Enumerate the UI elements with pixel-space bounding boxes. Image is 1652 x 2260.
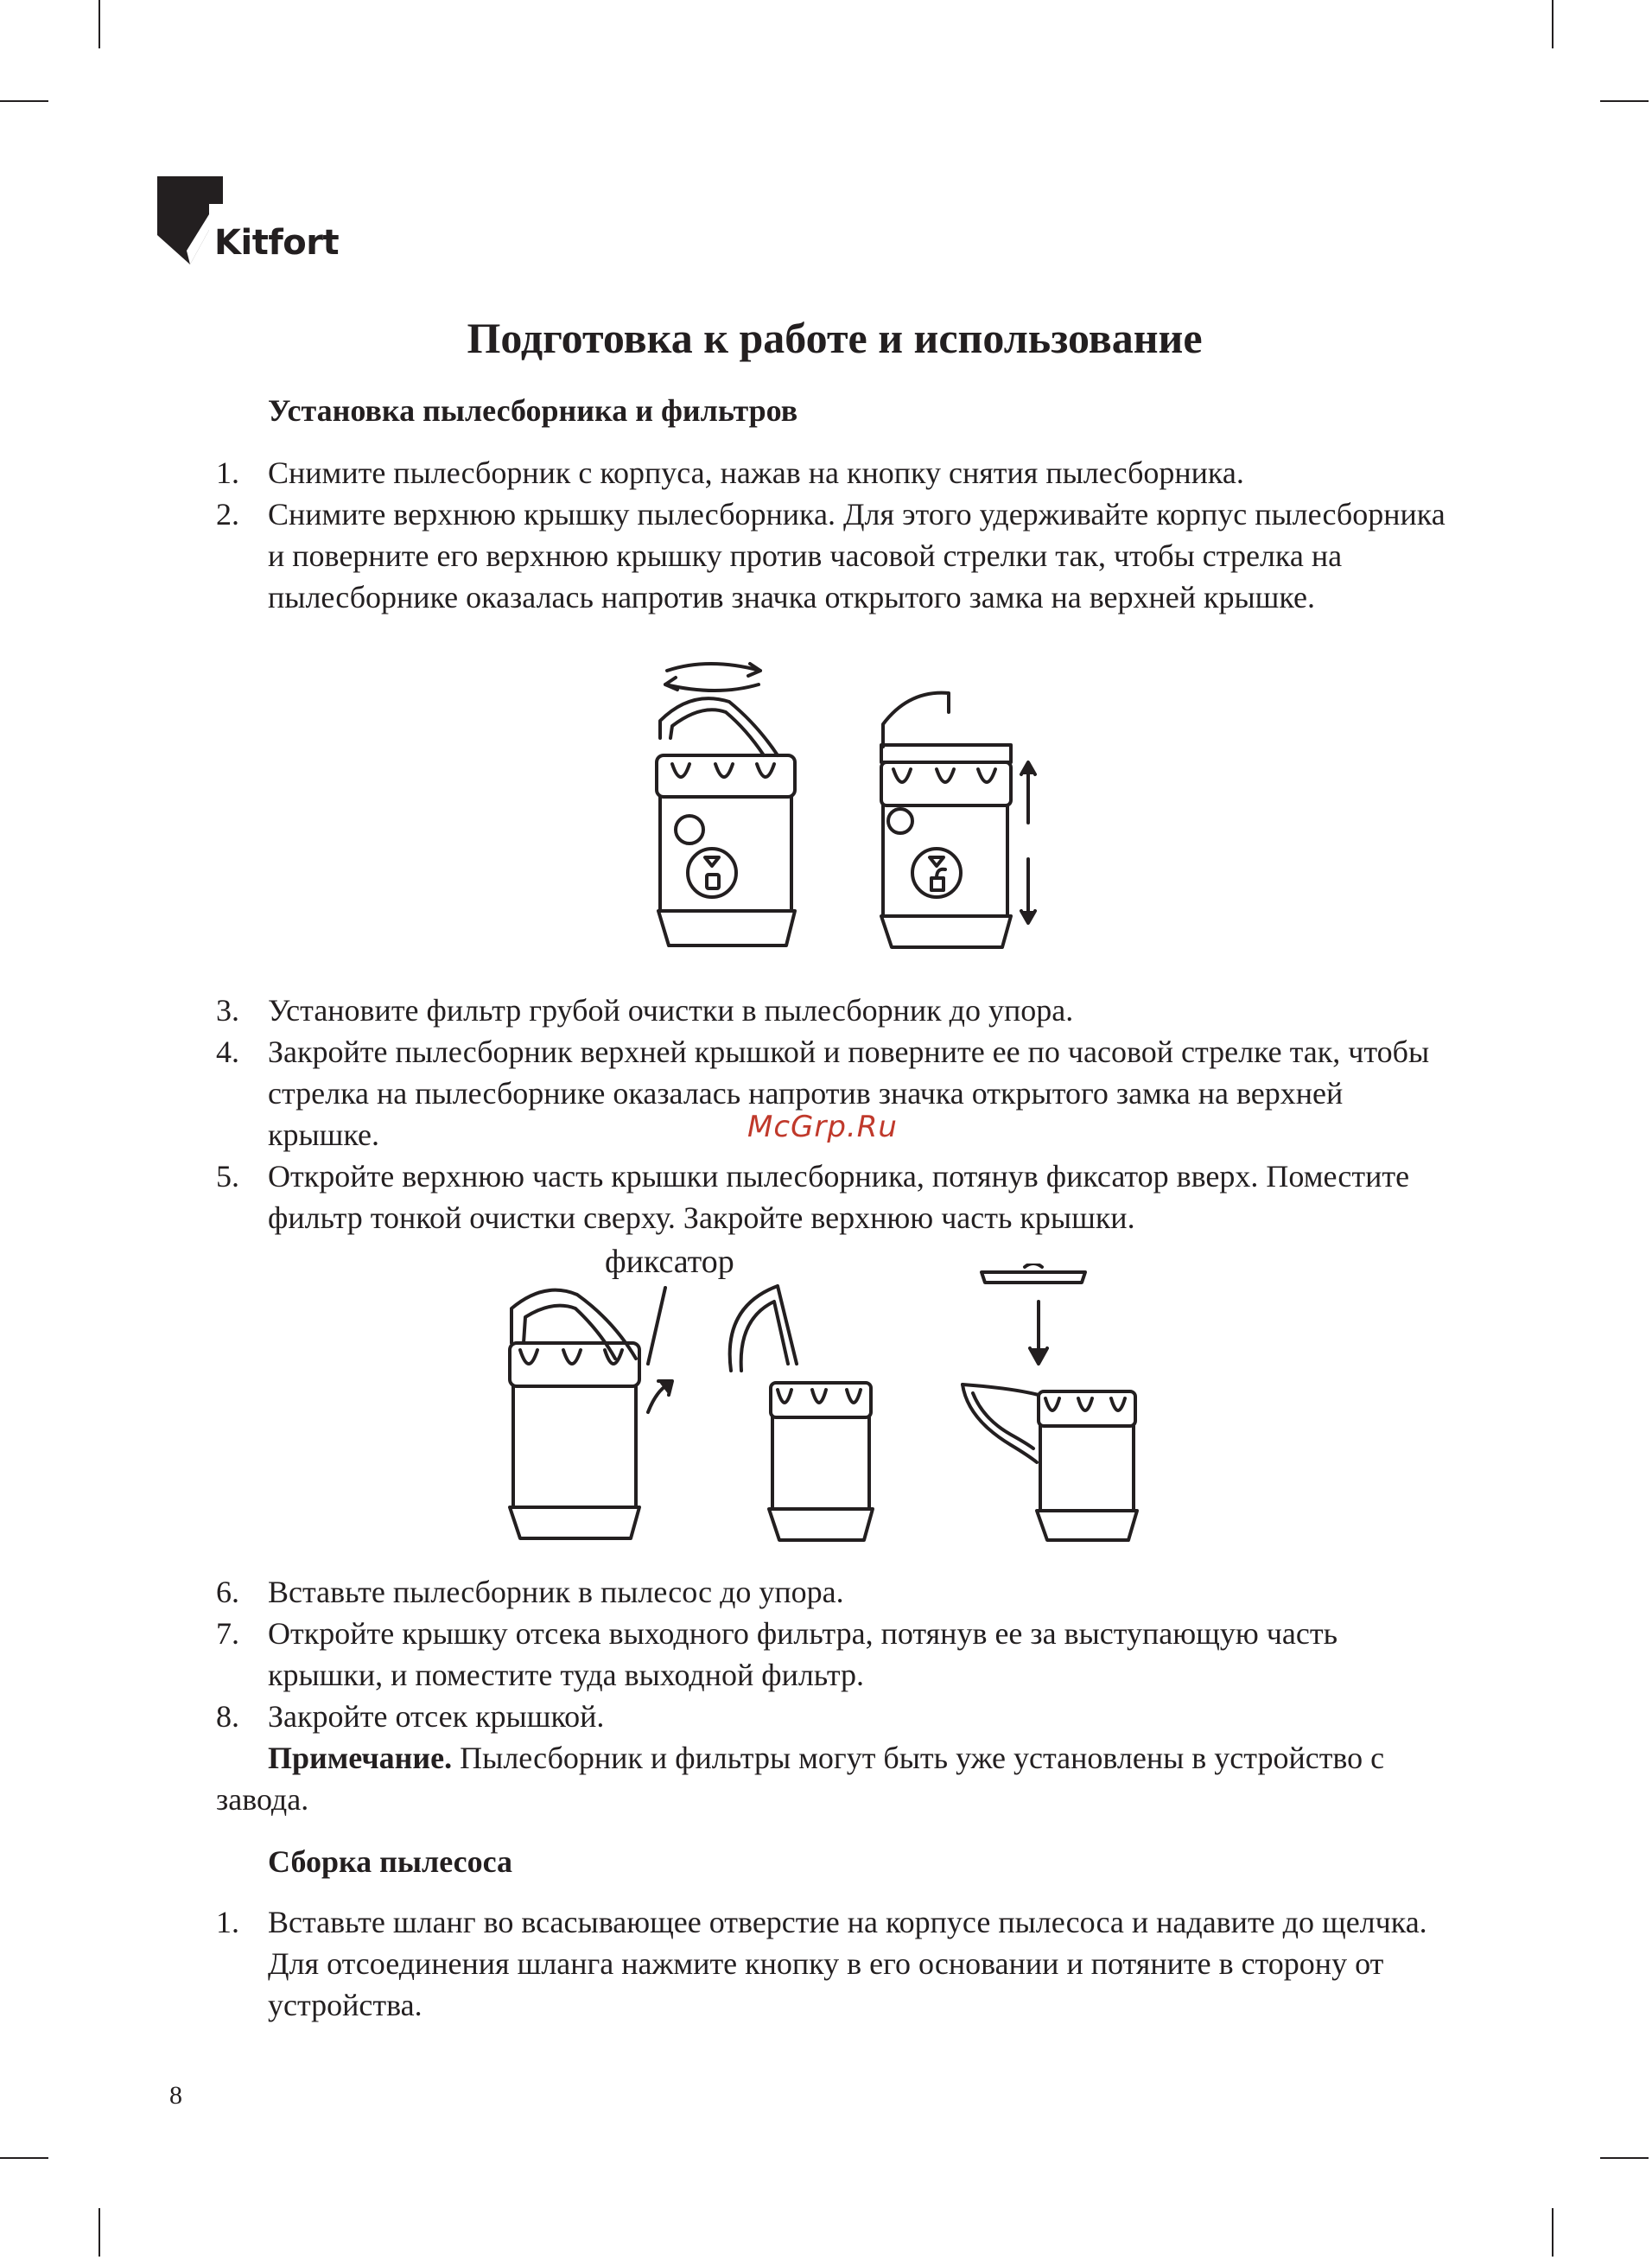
steps-list-c [216, 1571, 1460, 1737]
filter-insert-icon [963, 1264, 1137, 1540]
note-text: Пылесборник и фильтры могут быть уже установлены в устройство с завода. [216, 1741, 1385, 1817]
page-number: 8 [169, 2081, 182, 2110]
step-number: 8. [216, 1699, 239, 1734]
fine-filter-install-illustration [492, 1264, 1175, 1557]
dustbin-open-icon [881, 693, 1011, 947]
up-down-arrows-icon [1021, 762, 1035, 923]
step-number: 1. [216, 455, 239, 490]
crop-mark [1552, 0, 1554, 48]
dustbin-lid-open-icon [730, 1286, 873, 1540]
note-label: Примечание. [268, 1741, 453, 1775]
section-heading-assembly: Сборка пылесоса [268, 1844, 513, 1879]
latch-arrow-icon [648, 1381, 672, 1412]
list-item [216, 1901, 1460, 2026]
steps-list-a [216, 452, 1460, 618]
note-paragraph [216, 1737, 1460, 1820]
step-number: 5. [216, 1159, 239, 1194]
step-text: Закройте отсек крышкой. [268, 1699, 605, 1734]
dustbin-lid-removal-illustration [639, 652, 1054, 959]
crop-mark [1600, 2157, 1649, 2159]
crop-mark [1600, 100, 1649, 102]
step-text: Откройте верхнюю часть крышки пылесборника, потянув фиксатор вверх. Поместите фильтр тонкой очистки сверху. Закройте верхнюю часть крышки. [268, 1159, 1410, 1235]
dustbin-closed-icon [657, 698, 795, 945]
watermark: McGrp.Ru [747, 1110, 898, 1144]
step-text: Снимите пылесборник с корпуса, нажав на кнопку снятия пылесборника. [268, 455, 1244, 490]
list-item [216, 452, 1460, 493]
crop-mark [0, 100, 48, 102]
brand-name: Kitfort [214, 223, 340, 263]
step-text: Снимите верхнюю крышку пылесборника. Для этого удерживайте корпус пылесборника и поверните его верхнюю крышку против часовой стрелки так, чтобы стрелка на пылесборнике оказалась напротив значка открытого замка на верхней крышке. [268, 497, 1446, 614]
list-item [216, 1155, 1460, 1238]
section-heading-dustbin: Установка пылесборника и фильтров [268, 393, 798, 428]
list-item [216, 493, 1460, 618]
step-text: Установите фильтр грубой очистки в пылесборник до упора. [268, 993, 1074, 1028]
latch-callout-label: фиксатор [605, 1244, 734, 1280]
page-title: Подготовка к работе и использование [467, 314, 1203, 362]
step-number: 6. [216, 1575, 239, 1609]
step-text: Закройте пылесборник верхней крышкой и поверните ее по часовой стрелке так, чтобы стрелка на пылесборнике оказалась напротив значка открытого замка на верхней крышке. [268, 1035, 1430, 1152]
dustbin-latch-icon [510, 1290, 639, 1538]
crop-mark [0, 2157, 48, 2159]
step-number: 4. [216, 1035, 239, 1069]
crop-mark [1552, 2208, 1554, 2257]
callout-leader-line [648, 1288, 665, 1364]
step-text: Вставьте шланг во всасывающее отверстие на корпусе пылесоса и надавите до щелчка. Для отсоединения шланга нажмите кнопку в его основании и потяните в сторону от устройства. [268, 1905, 1427, 2022]
steps-list-assembly [216, 1901, 1460, 2026]
list-item [216, 1613, 1460, 1696]
list-item [216, 1696, 1460, 1737]
crop-mark [98, 2208, 100, 2257]
rotate-arrow-icon [665, 664, 760, 691]
step-number: 7. [216, 1616, 239, 1651]
list-item [216, 1571, 1460, 1613]
step-number: 1. [216, 1905, 239, 1939]
step-number: 3. [216, 993, 239, 1028]
step-number: 2. [216, 497, 239, 532]
step-text: Вставьте пылесборник в пылесос до упора. [268, 1575, 844, 1609]
step-text: Откройте крышку отсека выходного фильтра, потянув ее за выступающую часть крышки, и поместите туда выходной фильтр. [268, 1616, 1337, 1692]
crop-mark [98, 0, 100, 48]
list-item [216, 990, 1460, 1031]
